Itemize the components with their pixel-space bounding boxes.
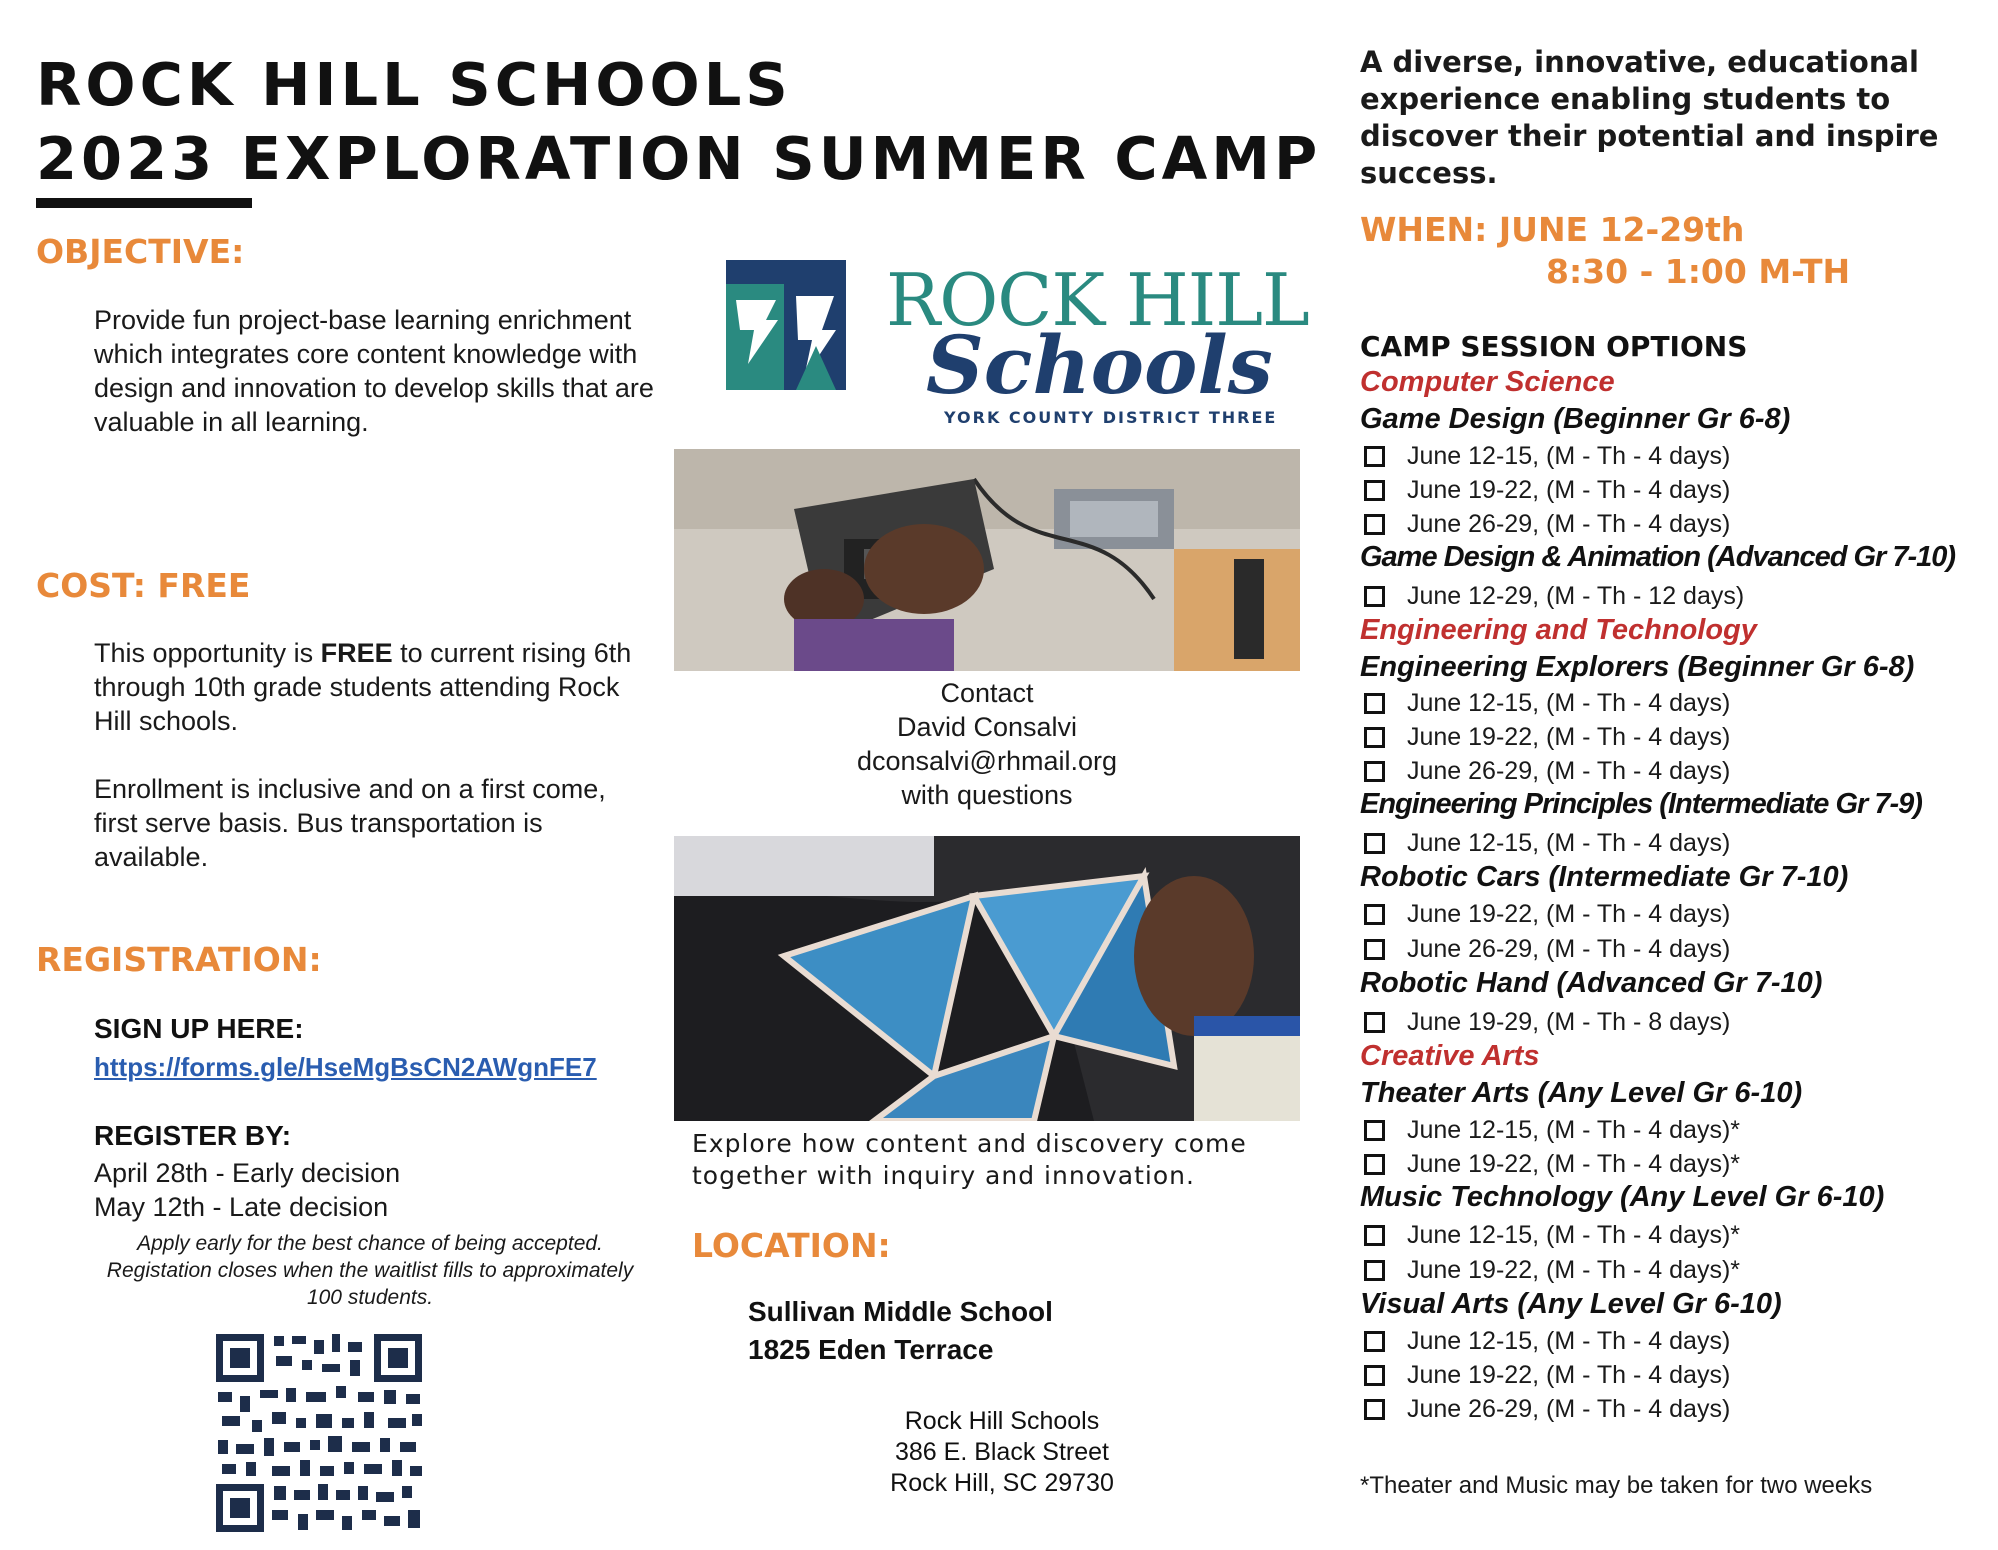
session-option[interactable]: June 19-22, (M - Th - 4 days)* [1360,1253,1980,1288]
checkbox-icon[interactable] [1364,693,1385,714]
session-list [1360,366,1980,1426]
district-name: Rock Hill Schools [904,1407,1100,1435]
sessions-heading: CAMP SESSION OPTIONS [1360,330,1748,363]
checkbox-icon[interactable] [1364,1399,1385,1420]
deadline-late: May 12th - Late decision [94,1192,389,1222]
session-option[interactable]: June 26-29, (M - Th - 4 days) [1360,507,1980,541]
photo-caption: Explore how content and discovery come together with inquiry and innovation. [692,1129,1247,1190]
photo-robotics [674,449,1300,671]
logo-emblem-icon [726,260,846,390]
title-line-1: ROCK HILL SCHOOLS [36,50,792,119]
photo-kite [674,836,1300,1121]
checkbox-icon[interactable] [1364,446,1385,467]
objective-text: Provide fun project-base learning enrichment which integrates core content knowledge with design and innovation to develop skills that are valuable in all learning. [94,305,654,437]
session-option[interactable]: June 26-29, (M - Th - 4 days) [1360,1392,1980,1426]
course-robotic-cars: Robotic Cars (Intermediate Gr 7-10) [1360,861,1849,893]
checkbox-icon[interactable] [1364,939,1385,960]
category-computer-science: Computer Science [1360,366,1615,398]
checkbox-icon[interactable] [1364,904,1385,925]
logo-line-2: Schools [926,318,1273,412]
course-engineering-explorers: Engineering Explorers (Beginner Gr 6-8) [1360,651,1915,683]
session-option[interactable]: June 12-29, (M - Th - 12 days) [1360,579,1980,614]
rock-hill-logo [726,258,1309,438]
course-theater-arts: Theater Arts (Any Level Gr 6-10) [1360,1077,1803,1109]
session-option[interactable]: June 12-15, (M - Th - 4 days)* [1360,1113,1980,1147]
checkbox-icon[interactable] [1364,1365,1385,1386]
location-school: Sullivan Middle School [748,1296,1053,1327]
category-engineering-technology: Engineering and Technology [1360,614,1757,646]
sessions-footnote: *Theater and Music may be taken for two weeks [1360,1472,1873,1499]
district-address [832,1406,1172,1499]
checkbox-icon[interactable] [1364,514,1385,535]
checkbox-icon[interactable] [1364,1260,1385,1281]
tagline: A diverse, innovative, educational experience enabling students to discover their potential and inspire success. [1360,45,1939,190]
session-option[interactable]: June 19-22, (M - Th - 4 days) [1360,720,1980,754]
session-option[interactable]: June 12-15, (M - Th - 4 days) [1360,1324,1980,1358]
contact-suffix: with questions [901,780,1073,810]
checkbox-icon[interactable] [1364,586,1385,607]
registration-heading: REGISTRATION: [36,940,322,979]
contact-name: David Consalvi [896,712,1078,742]
checkbox-icon[interactable] [1364,1120,1385,1141]
session-option[interactable]: June 19-22, (M - Th - 4 days)* [1360,1147,1980,1181]
title-line-2: 2023 EXPLORATION SUMMER CAMP [36,124,1322,193]
location-heading: LOCATION: [692,1226,891,1265]
session-option[interactable]: June 12-15, (M - Th - 4 days) [1360,826,1980,861]
course-music-technology: Music Technology (Any Level Gr 6-10) [1360,1181,1885,1213]
when-dates: WHEN: JUNE 12-29th [1360,210,1745,249]
checkbox-icon[interactable] [1364,833,1385,854]
cost-heading: COST: FREE [36,566,251,605]
free-emphasis: FREE [320,638,393,668]
location-street: 1825 Eden Terrace [748,1334,994,1365]
session-option[interactable]: June 12-15, (M - Th - 4 days)* [1360,1218,1980,1253]
session-option[interactable]: June 12-15, (M - Th - 4 days) [1360,439,1980,473]
session-option[interactable]: June 19-22, (M - Th - 4 days) [1360,897,1980,932]
cost-text: This opportunity is FREE to current rising 6th through 10th grade students attending Rock Hill schools. [94,638,632,736]
checkbox-icon[interactable] [1364,1331,1385,1352]
course-robotic-hand: Robotic Hand (Advanced Gr 7-10) [1360,967,1823,999]
logo-line-1: ROCK HILL [886,258,1309,342]
course-game-design-animation: Game Design & Animation (Advanced Gr 7-10) [1360,541,1956,573]
checkbox-icon[interactable] [1364,727,1385,748]
course-game-design: Game Design (Beginner Gr 6-8) [1360,403,1791,435]
session-option[interactable]: June 19-22, (M - Th - 4 days) [1360,1358,1980,1392]
checkbox-icon[interactable] [1364,1154,1385,1175]
signup-link[interactable]: https://forms.gle/HseMgBsCN2AWgnFE7 [94,1052,597,1082]
deadline-early: April 28th - Early decision [94,1158,401,1188]
session-option[interactable]: June 26-29, (M - Th - 4 days) [1360,932,1980,967]
category-creative-arts: Creative Arts [1360,1040,1540,1072]
logo-subtitle: YORK COUNTY DISTRICT THREE [944,408,1278,427]
when-time: 8:30 - 1:00 M-TH [1546,252,1851,291]
signup-label: SIGN UP HERE: [94,1013,304,1044]
contact-label: Contact [940,678,1034,708]
course-engineering-principles: Engineering Principles (Intermediate Gr 7-9) [1360,788,1922,820]
session-option[interactable]: June 19-22, (M - Th - 4 days) [1360,473,1980,507]
session-option[interactable]: June 19-29, (M - Th - 8 days) [1360,1005,1980,1040]
contact-email[interactable]: dconsalvi@rhmail.org [856,746,1117,776]
objective-heading: OBJECTIVE: [36,232,245,271]
qr-code[interactable] [212,1330,426,1536]
title-underline [36,198,252,208]
checkbox-icon[interactable] [1364,1012,1385,1033]
session-option[interactable]: June 26-29, (M - Th - 4 days) [1360,754,1980,788]
session-option[interactable]: June 12-15, (M - Th - 4 days) [1360,686,1980,720]
district-city: Rock Hill, SC 29730 [890,1469,1114,1497]
register-by-label: REGISTER BY: [94,1120,292,1151]
checkbox-icon[interactable] [1364,480,1385,501]
checkbox-icon[interactable] [1364,761,1385,782]
checkbox-icon[interactable] [1364,1225,1385,1246]
district-street: 386 E. Black Street [894,1438,1109,1466]
registration-note: Apply early for the best chance of being accepted. Registation closes when the waitlist fills to approximately 100 students. [106,1232,634,1309]
course-visual-arts: Visual Arts (Any Level Gr 6-10) [1360,1288,1782,1320]
enrollment-text: Enrollment is inclusive and on a first come, first serve basis. Bus transportation is available. [94,774,606,872]
